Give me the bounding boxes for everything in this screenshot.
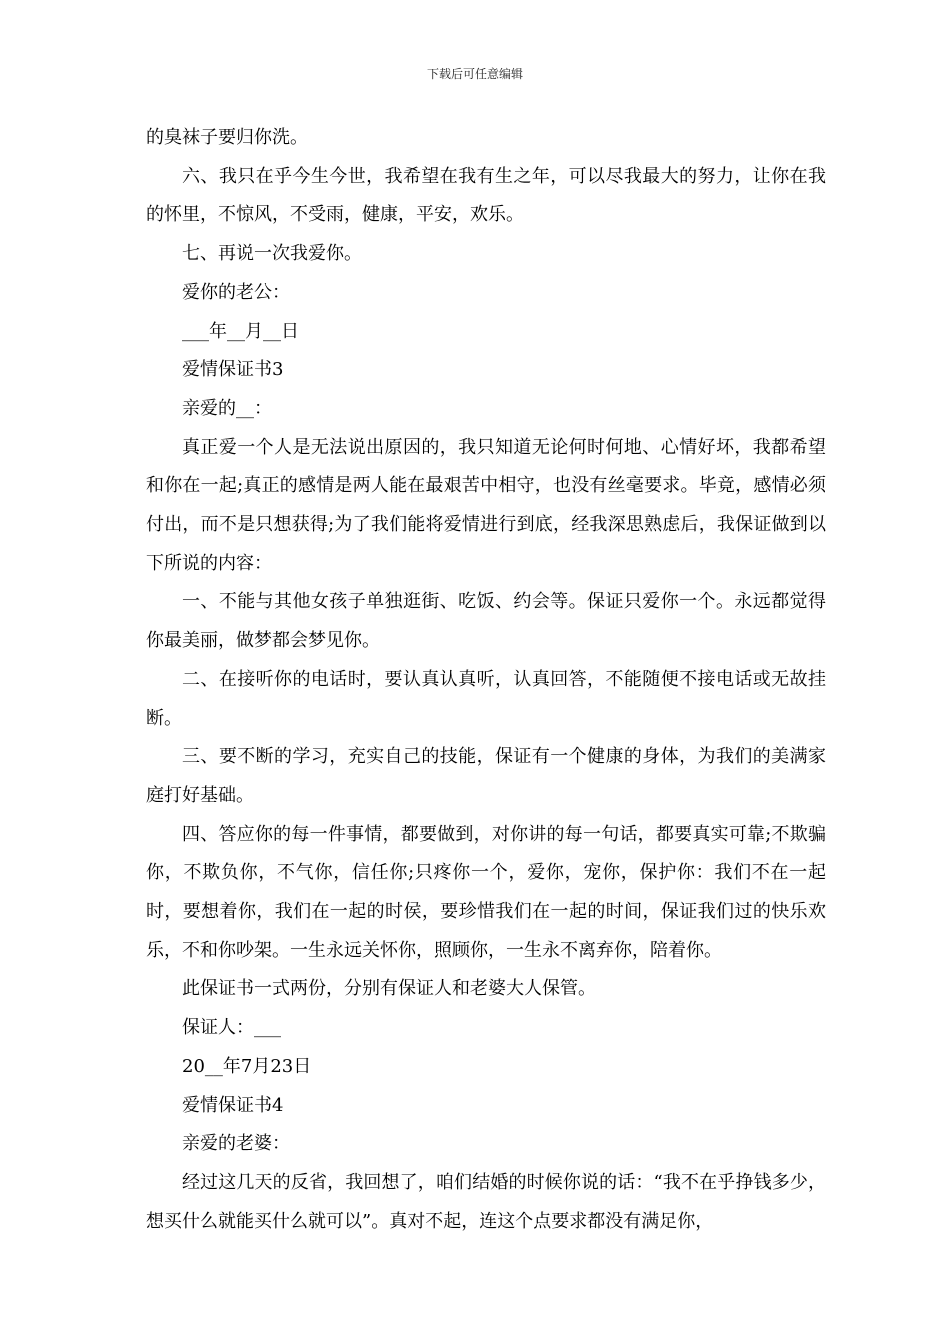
paragraph: 四、答应你的每一件事情，都要做到，对你讲的每一句话，都要真实可靠;不欺骗你，不欺负你，不气你，信任你;只疼你一个，爱你，宠你，保护你：我们不在一起时，要想着你，我们在一起的时侯，要珍惜我们在一起的时间，保证我们过的快乐欢乐，不和你吵架。一生永远关怀你，照顾你，一生永不离弃你，陪着你。 — [146, 823, 826, 961]
paragraph: 爱情保证书3 — [182, 359, 284, 381]
paragraph: 爱情保证书4 — [182, 1094, 284, 1116]
paragraph: ___年__月__日 — [182, 320, 299, 342]
paragraph: 六、我只在乎今生今世，我希望在我有生之年，可以尽我最大的努力，让你在我的怀里，不惊风，不受雨，健康，平安，欢乐。 — [146, 165, 826, 226]
paragraph: 的臭袜子要归你洗。 — [146, 127, 308, 148]
paragraph: 二、在接听你的电话时，要认真认真听，认真回答，不能随便不接电话或无故挂断。 — [146, 668, 826, 729]
paragraph: 此保证书一式两份，分别有保证人和老婆大人保管。 — [182, 978, 596, 1000]
document-body — [146, 119, 826, 1241]
paragraph: 20__年7月23日 — [182, 1055, 312, 1077]
header-note: 下载后可任意编辑 — [426, 67, 523, 81]
paragraph: 亲爱的老婆： — [182, 1133, 290, 1155]
paragraph: 经过这几天的反省，我回想了，咱们结婚的时候你说的话：“我不在乎挣钱多少，想买什么就能买什么就可以”。真对不起，连这个点要求都没有满足你， — [146, 1171, 826, 1232]
paragraph: 保证人：___ — [182, 1017, 281, 1039]
paragraph: 七、再说一次我爱你。 — [182, 243, 362, 265]
paragraph: 亲爱的__： — [182, 397, 272, 419]
paragraph: 真正爱一个人是无法说出原因的，我只知道无论何时何地、心情好坏，我都希望和你在一起;真正的感情是两人能在最艰苦中相守，也没有丝毫要求。毕竟，感情必须付出，而不是只想获得;为了我们能将爱情进行到底，经我深思熟虑后，我保证做到以下所说的内容： — [146, 436, 826, 574]
paragraph: 爱你的老公： — [182, 281, 290, 303]
paragraph: 三、要不断的学习，充实自己的技能，保证有一个健康的身体，为我们的美满家庭打好基础。 — [146, 746, 826, 806]
paragraph: 一、不能与其他女孩子单独逛街、吃饭、约会等。保证只爱你一个。永远都觉得你最美丽，做梦都会梦见你。 — [146, 591, 826, 652]
